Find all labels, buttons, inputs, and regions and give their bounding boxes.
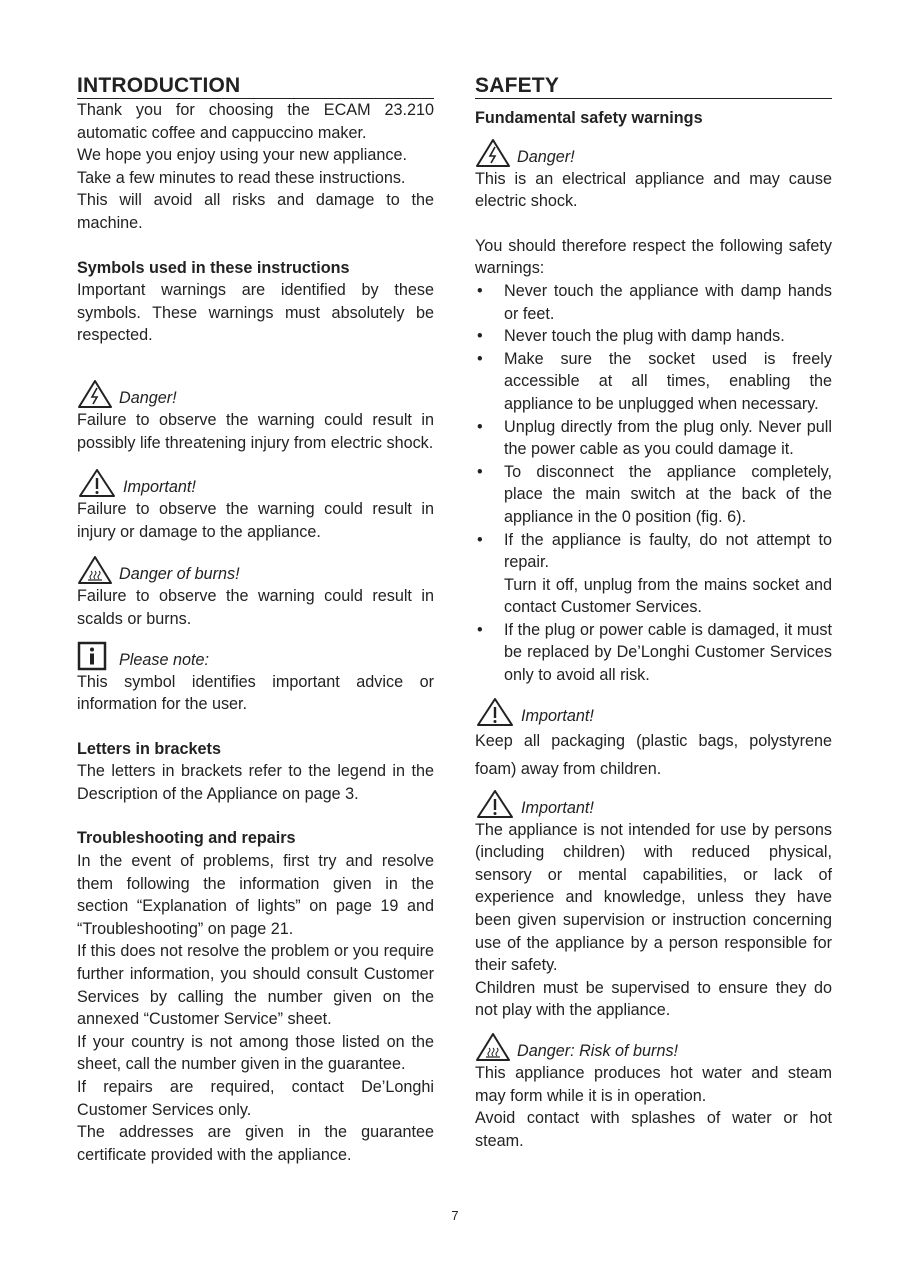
list-item: • If the plug or power cable is damaged, it must be replaced by De’Longhi Customer Services only to avoid all risk.: [475, 619, 832, 687]
right-column: [475, 72, 832, 1152]
burns-text: Avoid contact with splashes of water or hot steam.: [475, 1109, 832, 1150]
important-label: Important!: [521, 706, 594, 725]
respect-text: You should therefore respect the following safety warnings:: [475, 236, 832, 278]
introduction-title: INTRODUCTION: [77, 72, 434, 99]
hot-surface-icon: [475, 1032, 511, 1062]
trouble-paragraph: If repairs are required, contact De’Longhi Customer Services only.: [77, 1078, 434, 1119]
important-label: Important!: [521, 798, 594, 817]
info-icon: [77, 641, 113, 671]
trouble-paragraph: If this does not resolve the problem or you require further information, you should consult Customer Services by calling the number given on the annexed “Customer Service” sheet.: [77, 942, 434, 1029]
list-item: • Never touch the appliance with damp hands or feet.: [475, 280, 832, 325]
important-notice: [77, 466, 434, 543]
note-text: This symbol identifies important advice or information for the user.: [77, 672, 434, 714]
danger-text: This is an electrical appliance and may cause electric shock.: [475, 169, 832, 211]
burns-text: This appliance produces hot water and steam may form while it is in operation.: [475, 1064, 832, 1105]
trouble-paragraph: The addresses are given in the guarantee certificate provided with the appliance.: [77, 1123, 434, 1164]
burns-risk-notice: [475, 1030, 832, 1152]
fundamental-heading: Fundamental safety warnings: [475, 109, 703, 127]
important-text: Failure to observe the warning could result in injury or damage to the appliance.: [77, 500, 434, 541]
list-item: • Unplug directly from the plug only. Never pull the power cable as you could damage it.: [475, 416, 832, 461]
important-text: Keep all packaging (plastic bags, polystyrene foam) away from children.: [475, 731, 832, 778]
burns-notice: [77, 553, 434, 630]
burns-text: Failure to observe the warning could result in scalds or burns.: [77, 587, 434, 628]
left-column: [77, 72, 434, 1166]
note-notice: [77, 639, 434, 716]
warning-icon: [475, 697, 515, 727]
list-item: • Make sure the socket used is freely accessible at all times, enabling the appliance to be unplugged when necessary.: [475, 348, 832, 416]
important-text: Children must be supervised to ensure they do not play with the appliance.: [475, 978, 832, 1020]
intro-paragraph: This will avoid all risks and damage to the machine.: [77, 191, 434, 232]
danger-text: Failure to observe the warning could result in possibly life threatening injury from electric shock.: [77, 410, 434, 452]
list-item-extra: Turn it off, unplug from the mains socket and contact Customer Services.: [504, 575, 832, 617]
letters-heading: Letters in brackets: [77, 739, 221, 758]
important-label: Important!: [123, 478, 196, 497]
safety-bullet-list: [475, 280, 832, 687]
danger-label: Danger!: [119, 388, 177, 407]
list-item-text: If the appliance is faulty, do not attempt to repair.: [504, 530, 832, 572]
trouble-paragraph: In the event of problems, first try and resolve them following the information given in the section “Explanation of lights” on page 19 and “Troubleshooting” on page 21.: [77, 852, 434, 938]
page-number: 7: [451, 1208, 459, 1223]
safety-danger-notice: [475, 136, 832, 213]
important-packaging-notice: [475, 695, 832, 783]
danger-label: Danger!: [517, 147, 575, 166]
electric-hazard-icon: [77, 379, 113, 409]
hot-surface-icon: [77, 555, 113, 585]
letters-text: The letters in brackets refer to the legend in the Description of the Appliance on page 3.: [77, 762, 434, 803]
intro-paragraph: We hope you enjoy using your new appliance.: [77, 146, 407, 165]
list-item: • Never touch the plug with damp hands.: [475, 325, 832, 348]
trouble-paragraph: If your country is not among those listed on the sheet, call the number given in the guarantee.: [77, 1032, 434, 1074]
trouble-heading: Troubleshooting and repairs: [77, 829, 296, 848]
list-item: • To disconnect the appliance completely, place the main switch at the back of the appliance in the 0 position (fig. 6).: [475, 461, 832, 529]
warning-icon: [77, 468, 117, 498]
electric-hazard-icon: [475, 138, 511, 168]
danger-notice: [77, 377, 434, 454]
intro-paragraph: Take a few minutes to read these instructions.: [77, 168, 406, 187]
burns-label: Danger of burns!: [119, 565, 240, 584]
note-label: Please note:: [119, 650, 209, 669]
list-item: [475, 529, 832, 619]
symbols-text: Important warnings are identified by these symbols. These warnings must absolutely be respected.: [77, 281, 434, 345]
intro-paragraph: Thank you for choosing the ECAM 23.210 automatic coffee and cappuccino maker.: [77, 101, 434, 142]
important-text: The appliance is not intended for use by persons (including children) with reduced physical, sensory or mental capabilities, or lack of experience and knowledge, unless they have been given supervision or instruction concerning use of the appliance by a person responsible for their safety.: [475, 820, 832, 975]
symbols-heading: Symbols used in these instructions: [77, 258, 350, 277]
burns-label: Danger: Risk of burns!: [517, 1042, 679, 1060]
warning-icon: [475, 789, 515, 819]
important-persons-notice: [475, 787, 832, 1022]
safety-title: SAFETY: [475, 72, 832, 99]
